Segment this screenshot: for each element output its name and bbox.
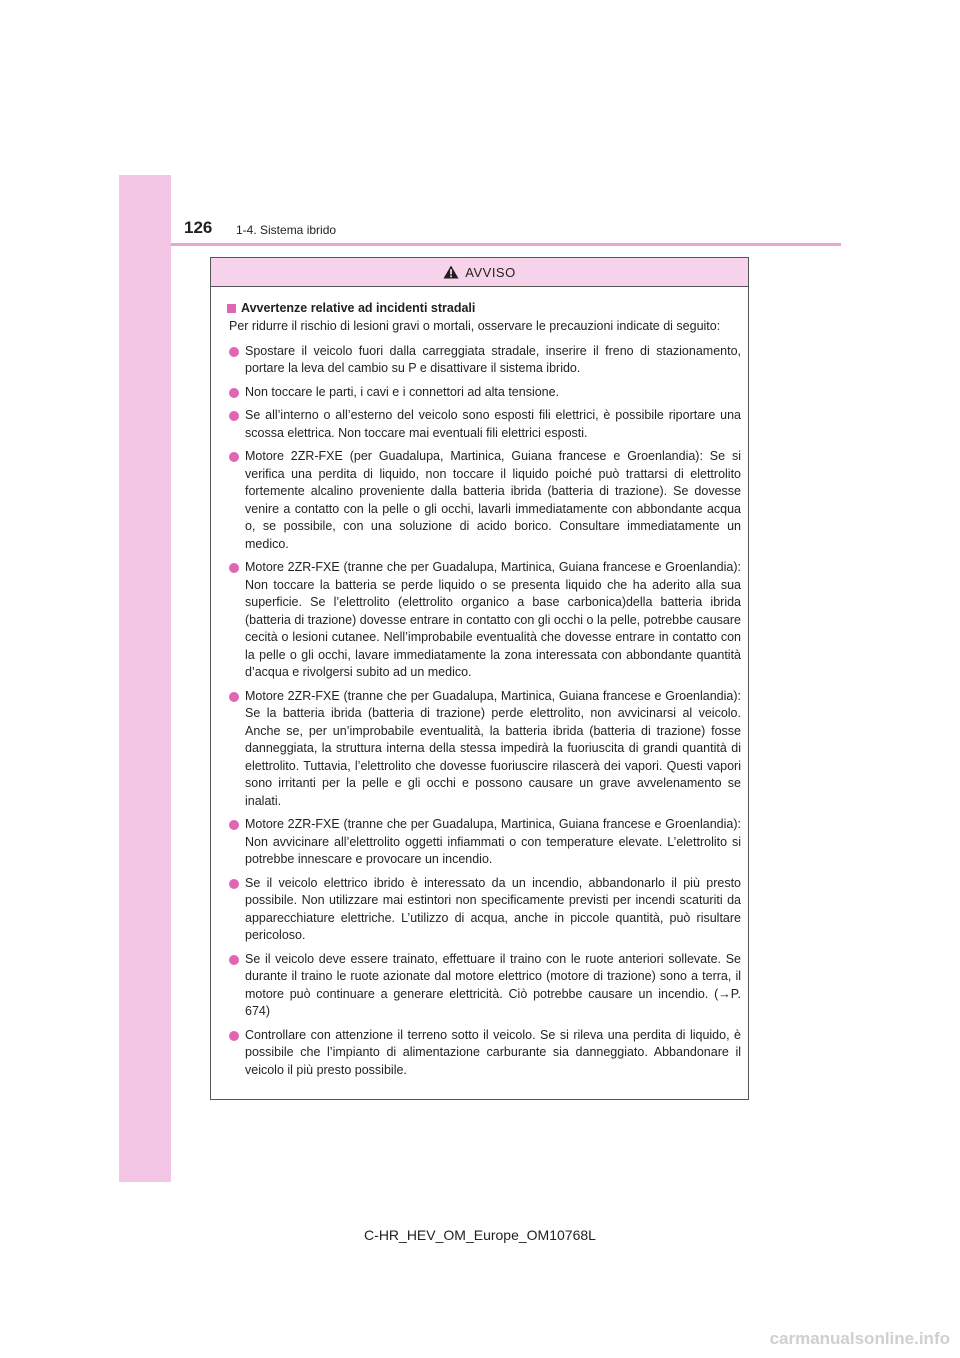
header-rule — [171, 243, 841, 246]
warning-bullet-item — [227, 688, 741, 811]
warning-bullet-item — [227, 343, 741, 378]
warning-bullet-item — [227, 1027, 741, 1080]
warning-label: AVVISO — [465, 264, 516, 280]
warning-body — [211, 287, 748, 1079]
warning-bullet-item — [227, 816, 741, 869]
round-bullet-icon — [229, 955, 239, 965]
warning-topic — [227, 301, 741, 315]
round-bullet-icon — [229, 1031, 239, 1041]
warning-bullet-text: Se il veicolo deve essere trainato, effettuare il traino con le ruote anteriori sollevate. Se durante il traino le ruote azionate dal motore elettrico (motore di trazione) sono a terra, il motore può continuare a generare elettricità. Ciò potrebbe causare un incendio. (→P. 674) — [245, 951, 741, 1018]
warning-bullet-text: Controllare con attenzione il terreno sotto il veicolo. Se si rileva una perdita di liquido, è possibile che l’impianto di alimentazione carburante sia danneggiato. Abbandonare il veicolo il più presto possibile. — [245, 1027, 741, 1077]
round-bullet-icon — [229, 452, 239, 462]
warning-bullet-text: Se il veicolo elettrico ibrido è interessato da un incendio, abbandonarlo il più presto possibile. Non utilizzare mai estintori non specificamente previsti per incendi scaturiti da apparecchiature elettriche. L’utilizzo di acqua, anche in piccole quantità, può risultare pericoloso. — [245, 875, 741, 942]
square-bullet-icon — [227, 304, 236, 313]
warning-intro: Per ridurre il rischio di lesioni gravi o mortali, osservare le precauzioni indicate di seguito: — [229, 319, 721, 333]
warning-bullet-text: Se all’interno o all’esterno del veicolo sono esposti fili elettrici, è possibile riportare una scossa elettrica. Non toccare mai eventuali fili elettrici esposti. — [245, 408, 741, 440]
round-bullet-icon — [229, 820, 239, 830]
page-number: 126 — [184, 218, 213, 237]
round-bullet-icon — [229, 347, 239, 357]
warning-bullet-text: Motore 2ZR-FXE (tranne che per Guadalupa, Martinica, Guiana francese e Groenlandia): Non avvicinare all’elettrolito oggetti infiammati o con temperature elevate. L’elettrolito si potrebbe innescare e provocare un incendio. — [245, 817, 741, 866]
warning-bullet-item — [227, 384, 741, 402]
warning-bullet-text: Non toccare le parti, i cavi e i connettori ad alta tensione. — [245, 384, 560, 399]
warning-bullet-item — [227, 448, 741, 553]
manual-code: C-HR_HEV_OM_Europe_OM10768L — [364, 1227, 596, 1243]
warning-triangle-icon — [443, 265, 459, 279]
round-bullet-icon — [229, 879, 239, 889]
side-tab-band — [119, 175, 171, 1182]
warning-bullet-text: Motore 2ZR-FXE (tranne che per Guadalupa, Martinica, Guiana francese e Groenlandia): Non toccare la batteria se perde liquido o se presenta liquido che ha aderito alla sua superficie. Se l’elettrolito (elettrolito organico a base carbonica)della batteria ibrida (batteria di trazione) dovesse entrare in contatto con gli occhi o la pelle, potrebbe causare cecità o lesioni cutanee. Nell’improbabile eventualità che dovesse entrare in contatto con la pelle o gli occhi, lavare immediatamente la zona interessata con abbondante quantità d’acqua e rivolgersi subito ad un medico. — [245, 560, 741, 679]
round-bullet-icon — [229, 388, 239, 398]
warning-header — [211, 258, 748, 287]
round-bullet-icon — [229, 563, 239, 573]
warning-bullet-item — [227, 559, 741, 682]
warning-topic-title: Avvertenze relative ad incidenti stradali — [241, 301, 476, 315]
warning-bullet-item — [227, 951, 741, 1021]
warning-box — [210, 257, 749, 1100]
warning-bullet-list — [227, 343, 741, 1080]
warning-bullet-text: Motore 2ZR-FXE (per Guadalupa, Martinica, Guiana francese e Groenlandia): Se si verifica una perdita di liquido, non toccare il liquido poiché può trattarsi di elettrolito fortemente alcalino proveniente dalla batteria ibrida (batteria di trazione). Se dovesse venire a contatto con la pelle o gli occhi, lavarli immediatamente con abbondante acqua o, se possibile, con una soluzione di acido borico. Consultare immediatamente un medico. — [245, 449, 741, 551]
warning-bullet-text: Motore 2ZR-FXE (tranne che per Guadalupa, Martinica, Guiana francese e Groenlandia): Se la batteria ibrida (batteria di trazione) perde elettrolito, non avvicinarsi al veicolo. Anche se, per un’improbabile eventualità, la batteria ibrida (batteria di trazione) fosse danneggiata, la struttura interna della stessa impedirà la fuoriuscita di grandi quantità di elettrolito. Tuttavia, l’elettrolito che dovesse fuoriuscire rilascerà dei vapori. Questi vapori sono irritanti per la pelle e gli occhi e possono causare un grave avvelenamento se inalati. — [245, 688, 741, 808]
watermark: carmanualsonline.info — [769, 1329, 950, 1348]
warning-bullet-item — [227, 875, 741, 945]
warning-bullet-item — [227, 407, 741, 442]
round-bullet-icon — [229, 692, 239, 702]
section-title: 1-4. Sistema ibrido — [236, 223, 337, 237]
warning-bullet-text: Spostare il veicolo fuori dalla carreggiata stradale, inserire il freno di stazionamento, portare la leva del cambio su P e disattivare il sistema ibrido. — [245, 343, 741, 375]
round-bullet-icon — [229, 411, 239, 421]
